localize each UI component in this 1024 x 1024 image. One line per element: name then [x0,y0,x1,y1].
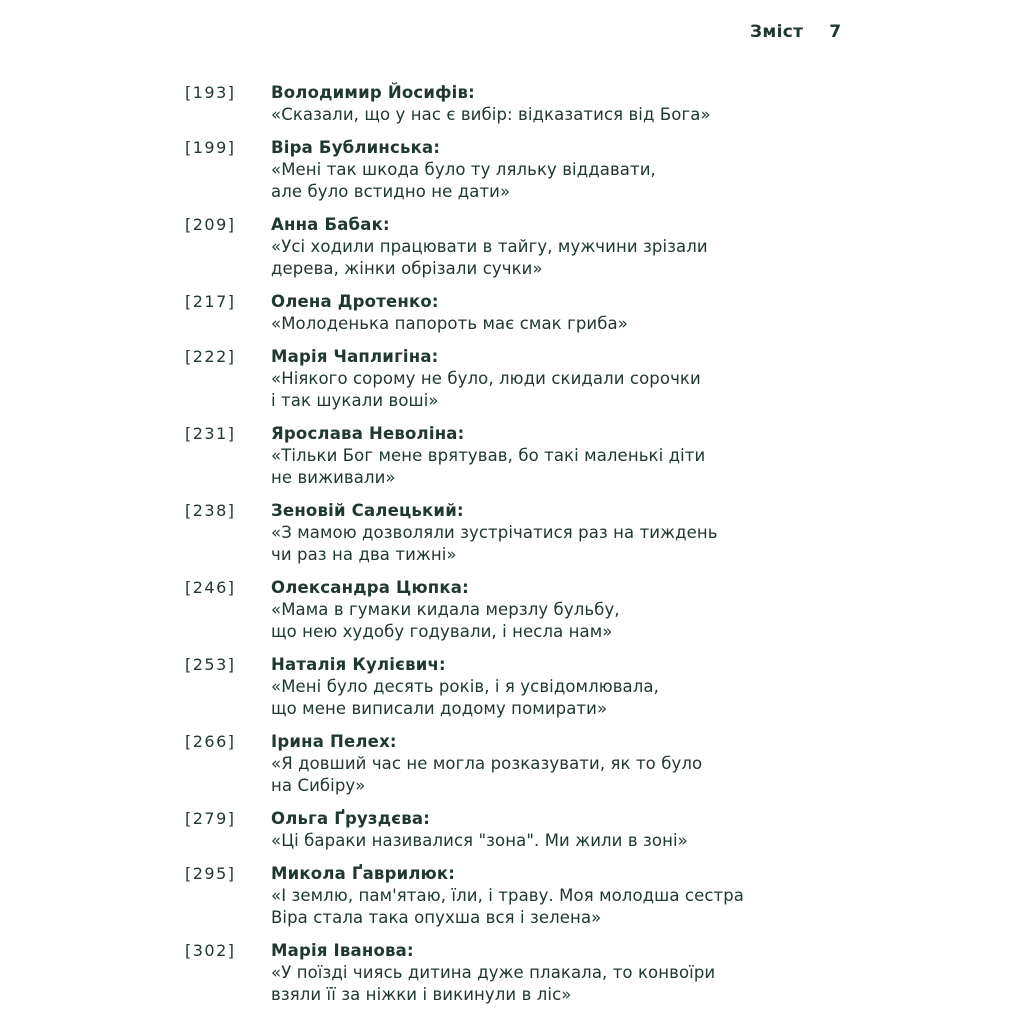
entry-name: Анна Бабак: [271,215,390,234]
entry-body [271,137,845,203]
entry-page-number: [295] [185,864,236,883]
entry-name: Ярослава Неволіна: [271,424,465,443]
entry-page-number: [209] [185,215,236,234]
toc-entry [185,808,845,852]
entry-quote [271,522,845,566]
entry-quote-line: Віра стала така опухша вся і зелена» [271,908,602,927]
toc-entry [185,82,845,126]
toc-entry [185,214,845,280]
entry-body [271,214,845,280]
entry-quote-line: «Ці бараки називалися "зона". Ми жили в зоні» [271,831,688,850]
toc-entry [185,291,845,335]
entry-body [271,654,845,720]
entry-quote-line: «І землю, пам'ятаю, їли, і траву. Моя молодша сестра [271,886,745,905]
entry-quote [271,159,845,203]
entry-name: Наталія Кулієвич: [271,655,446,674]
entry-body [271,808,845,852]
toc-entry [185,863,845,929]
entry-name: Олена Дротенко: [271,292,439,311]
entry-quote-line: «Ніякого сорому не було, люди скидали сорочки [271,369,701,388]
entry-quote-line: що мене виписали додому помирати» [271,699,608,718]
entry-quote-line: на Сибіру» [271,776,366,795]
entry-page-number: [279] [185,809,236,828]
entry-quote [271,830,845,852]
toc-entry [185,500,845,566]
entry-quote [271,676,845,720]
toc-entry [185,346,845,412]
entry-page-number: [266] [185,732,236,751]
entry-quote-line: «Мені так шкода було ту ляльку віддавати, [271,160,656,179]
toc-entry [185,577,845,643]
entry-body [271,82,845,126]
entry-body [271,346,845,412]
entry-quote [271,599,845,643]
entry-name: Марія Іванова: [271,941,414,960]
entry-name: Ольга Ґруздєва: [271,809,430,828]
entry-page-number: [238] [185,501,236,520]
entry-page-number: [246] [185,578,236,597]
entry-name: Зеновій Салецький: [271,501,464,520]
entry-quote [271,313,845,335]
entry-name: Олександра Цюпка: [271,578,469,597]
entry-quote-line: «У поїзді чиясь дитина дуже плакала, то конвоїри [271,963,716,982]
toc-entry [185,423,845,489]
toc-list [185,82,845,1017]
entry-quote-line: «Я довший час не могла розказувати, як то було [271,754,703,773]
entry-quote-line: але було встидно не дати» [271,182,511,201]
entry-name: Микола Ґаврилюк: [271,864,456,883]
page-header [750,22,841,42]
entry-body [271,577,845,643]
entry-quote-line: «З мамою дозволяли зустрічатися раз на тиждень [271,523,718,542]
entry-quote [271,753,845,797]
entry-page-number: [253] [185,655,236,674]
entry-quote-line: «Сказали, що у нас є вибір: відказатися від Бога» [271,105,711,124]
entry-page-number: [231] [185,424,236,443]
toc-entry [185,137,845,203]
entry-quote-line: не виживали» [271,468,396,487]
entry-quote-line: взяли її за ніжки і викинули в ліс» [271,985,572,1004]
entry-quote-line: «Мама в гумаки кидала мерзлу бульбу, [271,600,620,619]
toc-entry [185,731,845,797]
page-number: 7 [829,22,842,42]
entry-page-number: [217] [185,292,236,311]
entry-page-number: [193] [185,83,236,102]
entry-quote [271,445,845,489]
entry-quote [271,962,845,1006]
entry-body [271,291,845,335]
entry-body [271,731,845,797]
entry-body [271,500,845,566]
entry-quote-line: «Тільки Бог мене врятував, бо такі маленькі діти [271,446,706,465]
toc-entry [185,940,845,1006]
entry-page-number: [199] [185,138,236,157]
entry-name: Віра Бублинська: [271,138,441,157]
entry-page-number: [222] [185,347,236,366]
entry-name: Володимир Йосифів: [271,83,475,102]
entry-name: Марія Чаплигіна: [271,347,439,366]
entry-body [271,423,845,489]
entry-page-number: [302] [185,941,236,960]
entry-quote [271,368,845,412]
entry-body [271,940,845,1006]
entry-body [271,863,845,929]
entry-quote [271,236,845,280]
entry-quote-line: «Мені було десять років, і я усвідомлювала, [271,677,659,696]
entry-quote-line: «Усі ходили працювати в тайгу, мужчини зрізали [271,237,708,256]
entry-quote-line: чи раз на два тижні» [271,545,457,564]
page-header-title: Зміст [750,22,804,42]
toc-entry [185,654,845,720]
entry-name: Ірина Пелех: [271,732,397,751]
entry-quote [271,104,845,126]
entry-quote-line: «Молоденька папороть має смак гриба» [271,314,628,333]
entry-quote-line: дерева, жінки обрізали сучки» [271,259,543,278]
entry-quote-line: що нею худобу годували, і несла нам» [271,622,613,641]
entry-quote-line: і так шукали воші» [271,391,439,410]
entry-quote [271,885,845,929]
